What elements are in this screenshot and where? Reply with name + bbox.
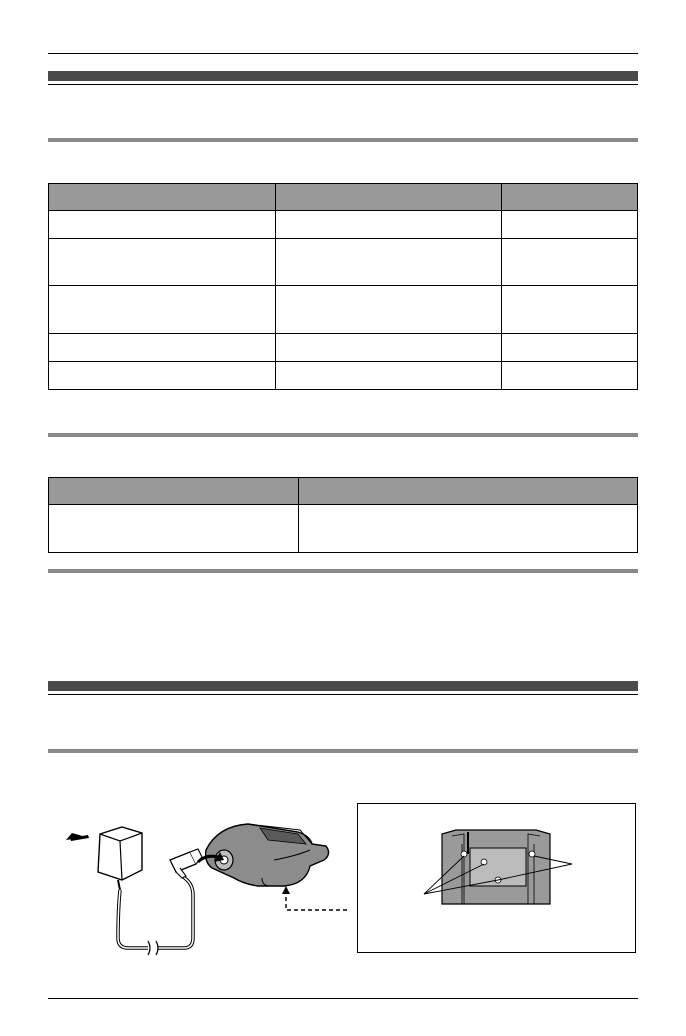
section2-subsection-band xyxy=(48,749,638,753)
footer-rule xyxy=(48,998,638,999)
table-header-cell xyxy=(298,478,637,505)
ac-adaptor-icon xyxy=(98,827,142,890)
table-header-row xyxy=(49,184,638,211)
table-header-cell xyxy=(49,184,276,211)
table-row xyxy=(49,505,638,553)
spec-table-b xyxy=(48,477,638,553)
charger-underside-inset xyxy=(357,803,636,953)
table-header-cell xyxy=(49,478,299,505)
spec-table-a xyxy=(48,183,638,390)
section2-heading-band xyxy=(48,681,638,691)
header-rule xyxy=(48,53,638,54)
table-cell xyxy=(502,334,638,362)
table-cell xyxy=(49,211,276,239)
table-cell xyxy=(502,286,638,334)
subsection-c-band xyxy=(48,569,638,573)
outlet-arrow-icon xyxy=(66,833,89,841)
table-cell xyxy=(49,334,276,362)
table-cell xyxy=(502,239,638,286)
table-cell xyxy=(275,211,502,239)
charger-connection-illustration xyxy=(48,800,348,970)
table-cell xyxy=(49,505,299,553)
section2-heading-underline xyxy=(48,694,638,695)
adaptor-cord-icon xyxy=(118,876,193,955)
table-cell xyxy=(275,334,502,362)
table-header-cell xyxy=(502,184,638,211)
subsection-b-band xyxy=(48,433,638,437)
table-row xyxy=(49,334,638,362)
table-header-row xyxy=(49,478,638,505)
table-cell xyxy=(502,362,638,390)
table-row xyxy=(49,362,638,390)
table-cell xyxy=(49,362,276,390)
table-cell xyxy=(298,505,637,553)
table-cell xyxy=(275,286,502,334)
table-cell xyxy=(275,362,502,390)
inset-pointer-line xyxy=(282,886,348,910)
charger-bottom-icon xyxy=(442,830,550,904)
table-header-cell xyxy=(275,184,502,211)
charger-base-icon xyxy=(206,824,329,886)
section1-heading-band xyxy=(48,71,638,81)
table-cell xyxy=(275,239,502,286)
table-row xyxy=(49,239,638,286)
table-cell xyxy=(49,286,276,334)
dc-plug-icon xyxy=(170,849,202,878)
charger-underside-illustration xyxy=(358,804,635,952)
table-row xyxy=(49,286,638,334)
subsection-a-band xyxy=(48,138,638,142)
table-cell xyxy=(49,239,276,286)
section1-heading-underline xyxy=(48,84,638,85)
table-row xyxy=(49,211,638,239)
table-cell xyxy=(502,211,638,239)
